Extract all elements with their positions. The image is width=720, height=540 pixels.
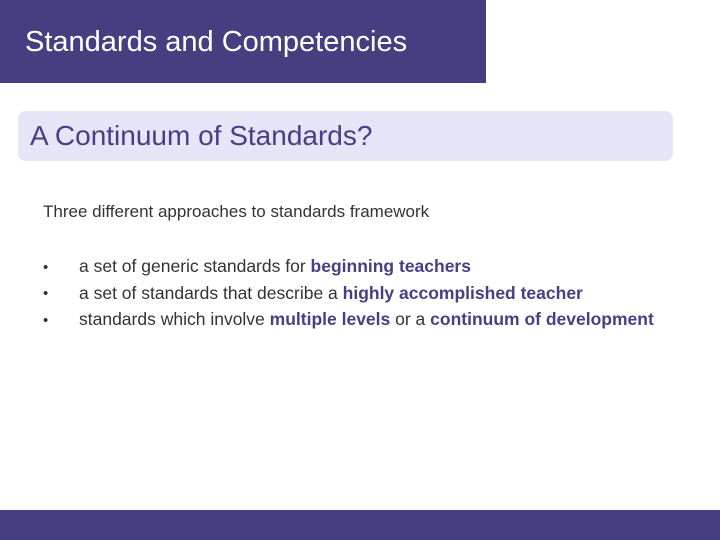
bullet-highlight: highly accomplished teacher [342,283,583,303]
bullet-text-plain: or a [390,309,431,329]
slide-title: Standards and Competencies [25,26,408,58]
section-subtitle: A Continuum of Standards? [30,120,373,151]
bullet-text-plain: a set of generic standards for [79,256,311,276]
bullet-highlight: continuum of development [430,309,654,329]
bullet-dot-icon: • [43,259,49,276]
bullet-highlight: beginning teachers [310,256,471,276]
intro-text: Three different approaches to standards framework [43,202,430,221]
bullet-text-plain: a set of standards that describe a [79,283,343,303]
bullet-text-plain: standards which involve [79,309,270,329]
bullet-highlight: multiple levels [269,309,391,329]
bullet-text [79,280,679,306]
title-bar [0,0,486,83]
bullet-text [79,253,679,279]
footer-bar [0,510,720,540]
bullet-text [79,306,679,332]
subtitle-box [18,111,673,161]
bullet-dot-icon: • [43,285,49,302]
bullet-dot-icon: • [43,312,49,329]
